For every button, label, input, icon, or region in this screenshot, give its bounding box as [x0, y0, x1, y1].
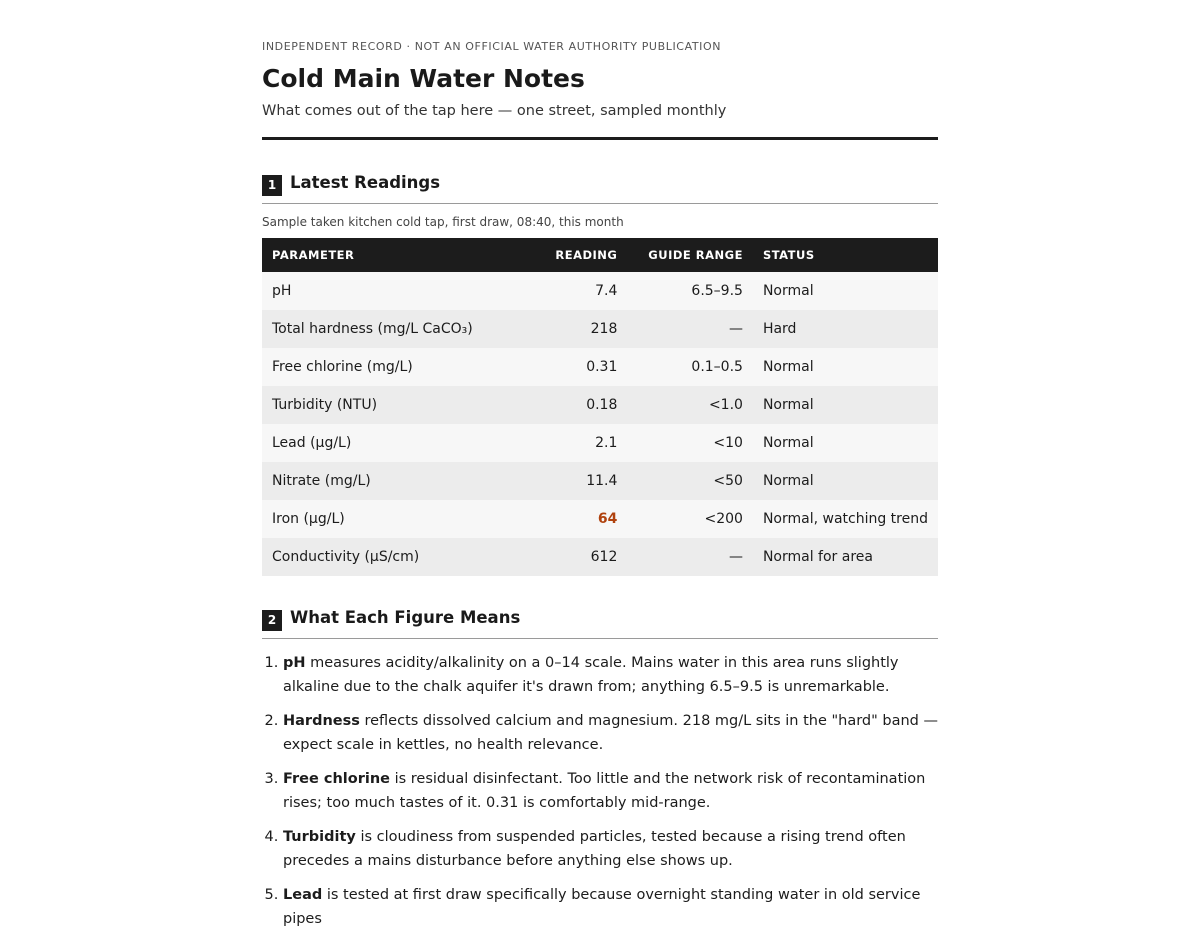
section-number-badge: 2	[262, 610, 282, 631]
cell-reading: 7.4	[511, 272, 628, 310]
list-item	[283, 710, 959, 757]
cell-reading: 11.4	[511, 462, 628, 500]
explanation-list	[262, 652, 959, 942]
cell-status: Normal, watching trend	[753, 500, 938, 538]
cell-guide-range: 6.5–9.5	[627, 272, 753, 310]
cell-parameter: Free chlorine (mg/L)	[262, 348, 511, 386]
list-item-term: Hardness	[283, 713, 360, 729]
table-row	[262, 348, 938, 386]
cell-parameter: Turbidity (NTU)	[262, 386, 511, 424]
table-row	[262, 500, 938, 538]
table-header-row	[262, 238, 938, 272]
list-item	[283, 826, 959, 873]
list-item-text: is tested at first draw specifically because overnight standing water in old service pipes	[283, 887, 921, 927]
table-row	[262, 462, 938, 500]
section-heading-latest-readings	[262, 175, 938, 204]
list-item-term: Free chlorine	[283, 771, 390, 787]
cell-guide-range: <50	[627, 462, 753, 500]
cell-status: Normal for area	[753, 538, 938, 576]
masthead-rule	[262, 137, 938, 140]
cell-parameter: Total hardness (mg/L CaCO₃)	[262, 310, 511, 348]
cell-status: Normal	[753, 462, 938, 500]
cell-guide-range: —	[627, 310, 753, 348]
table-row	[262, 538, 938, 576]
list-item-term: Lead	[283, 887, 323, 903]
cell-status: Normal	[753, 272, 938, 310]
masthead-kicker: INDEPENDENT RECORD · NOT AN OFFICIAL WATER AUTHORITY PUBLICATION	[262, 40, 722, 53]
list-item-term: pH	[283, 655, 306, 671]
list-item-text: is cloudiness from suspended particles, tested because a rising trend often precedes a mains disturbance before anything else shows up.	[283, 829, 906, 869]
cell-reading: 0.31	[511, 348, 628, 386]
list-item	[283, 768, 959, 815]
cell-parameter: Conductivity (µS/cm)	[262, 538, 511, 576]
list-item	[283, 652, 959, 699]
cell-parameter: Lead (µg/L)	[262, 424, 511, 462]
readings-table	[262, 238, 938, 576]
cell-reading: 612	[511, 538, 628, 576]
table-row	[262, 272, 938, 310]
column-header-status: STATUS	[753, 238, 938, 272]
cell-guide-range: <10	[627, 424, 753, 462]
cell-parameter: pH	[262, 272, 511, 310]
cell-parameter: Iron (µg/L)	[262, 500, 511, 538]
cell-guide-range: 0.1–0.5	[627, 348, 753, 386]
column-header-parameter: PARAMETER	[262, 238, 511, 272]
table-row	[262, 310, 938, 348]
cell-status: Normal	[753, 348, 938, 386]
table-row	[262, 424, 938, 462]
cell-status: Normal	[753, 424, 938, 462]
page-title: Cold Main Water Notes	[262, 64, 585, 93]
cell-guide-range: <200	[627, 500, 753, 538]
cell-status: Hard	[753, 310, 938, 348]
cell-guide-range: —	[627, 538, 753, 576]
cell-reading: 218	[511, 310, 628, 348]
table-row	[262, 386, 938, 424]
list-item-text: measures acidity/alkalinity on a 0–14 scale. Mains water in this area runs slightly alkaline due to the chalk aquifer it's drawn from; anything 6.5–9.5 is unremarkable.	[283, 655, 899, 695]
section-number-badge: 1	[262, 175, 282, 196]
cell-reading: 0.18	[511, 386, 628, 424]
column-header-guide-range: GUIDE RANGE	[627, 238, 753, 272]
list-item-text: reflects dissolved calcium and magnesium. 218 mg/L sits in the "hard" band — expect scale in kettles, no health relevance.	[283, 713, 938, 753]
cell-parameter: Nitrate (mg/L)	[262, 462, 511, 500]
sample-caption: Sample taken kitchen cold tap, first draw, 08:40, this month	[262, 215, 624, 229]
page-subtitle: What comes out of the tap here — one street, sampled monthly	[262, 103, 727, 119]
cell-reading: 2.1	[511, 424, 628, 462]
list-item-text: is residual disinfectant. Too little and the network risk of recontamination rises; too much tastes of it. 0.31 is comfortably mid-range.	[283, 771, 926, 811]
cell-reading: 64	[511, 500, 628, 538]
cell-guide-range: <1.0	[627, 386, 753, 424]
list-item-term: Turbidity	[283, 829, 356, 845]
section-title: What Each Figure Means	[290, 608, 521, 627]
column-header-reading: READING	[511, 238, 628, 272]
cell-status: Normal	[753, 386, 938, 424]
section-title: Latest Readings	[290, 173, 441, 192]
list-item	[283, 884, 959, 931]
readings-table-body	[262, 272, 938, 576]
section-heading-what-each-figure-means	[262, 610, 938, 639]
